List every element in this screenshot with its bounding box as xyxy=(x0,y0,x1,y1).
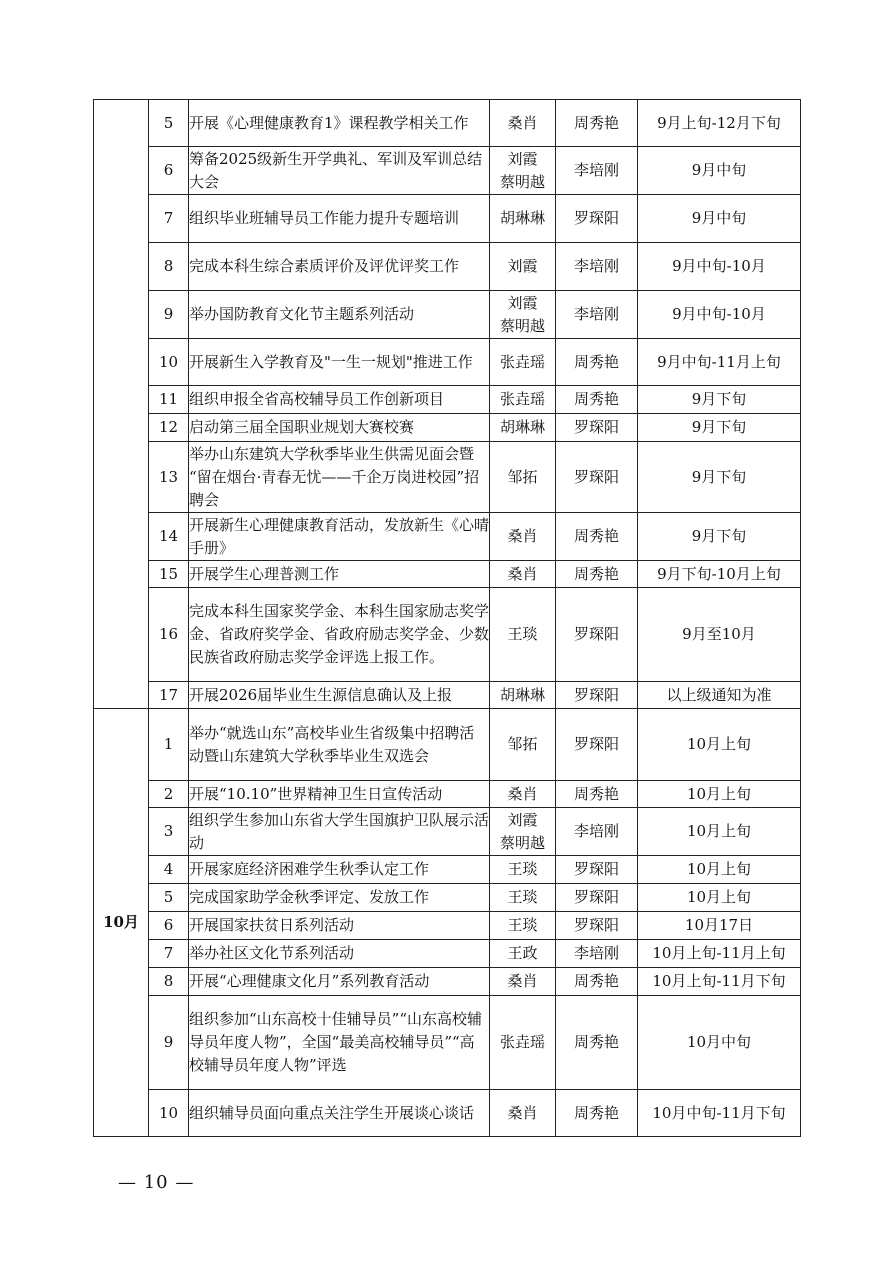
responsible-person-name: 邹拓 xyxy=(507,735,538,753)
leader: 罗琛阳 xyxy=(556,414,638,442)
item-number: 15 xyxy=(149,561,189,588)
table-row xyxy=(94,513,801,561)
schedule-time: 9月中旬-10月 xyxy=(638,291,801,339)
responsible-person xyxy=(490,561,556,588)
task-description: 组织申报全省高校辅导员工作创新项目 xyxy=(189,386,490,414)
task-description: 完成国家助学金秋季评定、发放工作 xyxy=(189,884,490,912)
responsible-person-name: 桑肖 xyxy=(507,564,538,583)
responsible-person-name: 王琰 xyxy=(507,888,538,906)
schedule-time: 10月上旬 xyxy=(638,781,801,808)
responsible-person xyxy=(490,856,556,884)
leader: 罗琛阳 xyxy=(556,709,638,781)
item-number: 13 xyxy=(149,442,189,513)
schedule-time: 以上级通知为准 xyxy=(638,682,801,709)
table-row xyxy=(94,912,801,940)
leader: 周秀艳 xyxy=(556,968,638,996)
schedule-time: 9月中旬 xyxy=(638,147,801,195)
table-row xyxy=(94,386,801,414)
responsible-person-name: 王琰 xyxy=(507,916,538,934)
leader: 周秀艳 xyxy=(556,1090,638,1137)
table-row xyxy=(94,147,801,195)
item-number: 3 xyxy=(149,808,189,856)
responsible-person-name: 胡琳琳 xyxy=(499,418,545,436)
task-description: 开展国家扶贫日系列活动 xyxy=(189,912,490,940)
leader: 罗琛阳 xyxy=(556,442,638,513)
task-description: 组织参加“山东高校十佳辅导员”“山东高校辅导员年度人物”，全国“最美高校辅导员”“高校辅导员年度人物”评选 xyxy=(189,996,490,1090)
responsible-person-name: 桑肖 xyxy=(507,972,538,990)
leader: 周秀艳 xyxy=(556,339,638,386)
table-row xyxy=(94,968,801,996)
table-row xyxy=(94,195,801,243)
responsible-person xyxy=(490,513,556,561)
responsible-person xyxy=(490,709,556,781)
leader: 罗琛阳 xyxy=(556,588,638,682)
schedule-time: 9月下旬 xyxy=(638,414,801,442)
table-row xyxy=(94,561,801,588)
responsible-person-name: 王琰 xyxy=(507,625,538,643)
schedule-time: 10月上旬 xyxy=(638,709,801,781)
item-number: 10 xyxy=(149,339,189,386)
task-description: 举办山东建筑大学秋季毕业生供需见面会暨 “留在烟台·青春无忧——千企万岗进校园”招聘会 xyxy=(189,442,490,513)
responsible-person xyxy=(490,147,556,195)
leader: 罗琛阳 xyxy=(556,856,638,884)
responsible-person xyxy=(490,1090,556,1137)
table-row xyxy=(94,856,801,884)
table-row xyxy=(94,588,801,682)
responsible-person-name: 刘霞 xyxy=(507,293,538,312)
responsible-person xyxy=(490,940,556,968)
responsible-person xyxy=(490,195,556,243)
item-number: 6 xyxy=(149,912,189,940)
responsible-person xyxy=(490,291,556,339)
task-description: 开展2026届毕业生生源信息确认及上报 xyxy=(189,682,490,709)
table-row xyxy=(94,1090,801,1137)
item-number: 11 xyxy=(149,386,189,414)
table-row xyxy=(94,682,801,709)
table-row xyxy=(94,884,801,912)
responsible-person xyxy=(490,100,556,147)
responsible-person-name: 刘霞 xyxy=(507,257,538,275)
item-number: 8 xyxy=(149,968,189,996)
table-row xyxy=(94,808,801,856)
responsible-person-name: 刘霞 xyxy=(507,810,538,829)
responsible-person-name: 张垚瑶 xyxy=(499,352,545,371)
leader: 罗琛阳 xyxy=(556,195,638,243)
responsible-person xyxy=(490,884,556,912)
task-description: 组织毕业班辅导员工作能力提升专题培训 xyxy=(189,195,490,243)
schedule-time: 10月上旬-11月下旬 xyxy=(638,968,801,996)
item-number: 9 xyxy=(149,291,189,339)
responsible-person xyxy=(490,996,556,1090)
table-row xyxy=(94,291,801,339)
leader: 李培刚 xyxy=(556,243,638,291)
responsible-person xyxy=(490,243,556,291)
item-number: 8 xyxy=(149,243,189,291)
responsible-person-name: 蔡明越 xyxy=(499,833,545,852)
responsible-person-name: 王琰 xyxy=(507,860,538,878)
table-body xyxy=(94,100,801,1137)
task-description: 举办社区文化节系列活动 xyxy=(189,940,490,968)
schedule-time: 10月上旬 xyxy=(638,856,801,884)
task-description: 开展“10.10”世界精神卫生日宣传活动 xyxy=(189,781,490,808)
item-number: 2 xyxy=(149,781,189,808)
leader: 周秀艳 xyxy=(556,561,638,588)
item-number: 7 xyxy=(149,195,189,243)
responsible-person-name: 桑肖 xyxy=(507,113,538,132)
item-number: 10 xyxy=(149,1090,189,1137)
schedule-time: 10月上旬 xyxy=(638,808,801,856)
schedule-time: 10月上旬 xyxy=(638,884,801,912)
task-description: 组织学生参加山东省大学生国旗护卫队展示活动 xyxy=(189,808,490,856)
item-number: 1 xyxy=(149,709,189,781)
schedule-time: 9月下旬 xyxy=(638,442,801,513)
leader: 周秀艳 xyxy=(556,781,638,808)
schedule-time: 10月中旬-11月下旬 xyxy=(638,1090,801,1137)
responsible-person-name: 胡琳琳 xyxy=(499,209,545,227)
schedule-time: 9月至10月 xyxy=(638,588,801,682)
responsible-person xyxy=(490,588,556,682)
task-description: 开展《心理健康教育1》课程教学相关工作 xyxy=(189,100,490,147)
item-number: 5 xyxy=(149,884,189,912)
schedule-time: 9月上旬-12月下旬 xyxy=(638,100,801,147)
responsible-person-name: 蔡明越 xyxy=(499,316,545,335)
responsible-person-name: 桑肖 xyxy=(507,527,538,545)
responsible-person xyxy=(490,339,556,386)
table-row xyxy=(94,442,801,513)
table-row xyxy=(94,996,801,1090)
task-description: 开展新生心理健康教育活动，发放新生《心晴手册》 xyxy=(189,513,490,561)
responsible-person-name: 胡琳琳 xyxy=(499,685,545,704)
task-description: 完成本科生综合素质评价及评优评奖工作 xyxy=(189,243,490,291)
task-description: 开展“心理健康文化月”系列教育活动 xyxy=(189,968,490,996)
item-number: 6 xyxy=(149,147,189,195)
responsible-person-name: 张垚瑶 xyxy=(499,1033,545,1051)
work-plan-table xyxy=(93,99,801,1137)
responsible-person xyxy=(490,386,556,414)
task-description: 举办“就选山东”高校毕业生省级集中招聘活动暨山东建筑大学秋季毕业生双选会 xyxy=(189,709,490,781)
schedule-time: 9月中旬-11月上旬 xyxy=(638,339,801,386)
task-description: 组织辅导员面向重点关注学生开展谈心谈话 xyxy=(189,1090,490,1137)
leader: 李培刚 xyxy=(556,147,638,195)
task-description: 开展新生入学教育及"一生一规划"推进工作 xyxy=(189,339,490,386)
table-row xyxy=(94,339,801,386)
month-cell xyxy=(94,100,149,709)
responsible-person xyxy=(490,968,556,996)
table-row xyxy=(94,414,801,442)
page-number: — 10 — xyxy=(118,1172,195,1193)
responsible-person-name: 邹拓 xyxy=(507,467,538,486)
responsible-person xyxy=(490,414,556,442)
leader: 李培刚 xyxy=(556,808,638,856)
task-description: 启动第三届全国职业规划大赛校赛 xyxy=(189,414,490,442)
task-description: 筹备2025级新生开学典礼、军训及军训总结大会 xyxy=(189,147,490,195)
item-number: 7 xyxy=(149,940,189,968)
leader: 周秀艳 xyxy=(556,100,638,147)
leader: 周秀艳 xyxy=(556,386,638,414)
month-cell: 10月 xyxy=(94,709,149,1137)
item-number: 5 xyxy=(149,100,189,147)
responsible-person-name: 桑肖 xyxy=(507,784,538,803)
responsible-person-name: 蔡明越 xyxy=(499,172,545,191)
table-row xyxy=(94,709,801,781)
leader: 李培刚 xyxy=(556,940,638,968)
task-description: 开展家庭经济困难学生秋季认定工作 xyxy=(189,856,490,884)
schedule-time: 9月下旬 xyxy=(638,386,801,414)
table-row xyxy=(94,781,801,808)
schedule-time: 9月中旬 xyxy=(638,195,801,243)
responsible-person-name: 刘霞 xyxy=(507,149,538,168)
schedule-time: 10月17日 xyxy=(638,912,801,940)
table-row xyxy=(94,940,801,968)
responsible-person xyxy=(490,682,556,709)
task-description: 完成本科生国家奖学金、本科生国家励志奖学金、省政府奖学金、省政府励志奖学金、少数民族省政府励志奖学金评选上报工作。 xyxy=(189,588,490,682)
responsible-person-name: 王政 xyxy=(507,944,538,962)
responsible-person xyxy=(490,912,556,940)
table-row xyxy=(94,243,801,291)
item-number: 9 xyxy=(149,996,189,1090)
task-description: 举办国防教育文化节主题系列活动 xyxy=(189,291,490,339)
responsible-person xyxy=(490,442,556,513)
leader: 周秀艳 xyxy=(556,996,638,1090)
schedule-time: 10月中旬 xyxy=(638,996,801,1090)
responsible-person xyxy=(490,808,556,856)
schedule-time: 9月下旬 xyxy=(638,513,801,561)
item-number: 14 xyxy=(149,513,189,561)
schedule-time: 9月中旬-10月 xyxy=(638,243,801,291)
responsible-person xyxy=(490,781,556,808)
responsible-person-name: 张垚瑶 xyxy=(499,390,545,408)
item-number: 12 xyxy=(149,414,189,442)
table-row xyxy=(94,100,801,147)
schedule-time: 9月下旬-10月上旬 xyxy=(638,561,801,588)
leader: 罗琛阳 xyxy=(556,912,638,940)
item-number: 17 xyxy=(149,682,189,709)
responsible-person-name: 桑肖 xyxy=(507,1103,538,1122)
task-description: 开展学生心理普测工作 xyxy=(189,561,490,588)
leader: 罗琛阳 xyxy=(556,884,638,912)
leader: 罗琛阳 xyxy=(556,682,638,709)
item-number: 16 xyxy=(149,588,189,682)
leader: 周秀艳 xyxy=(556,513,638,561)
leader: 李培刚 xyxy=(556,291,638,339)
item-number: 4 xyxy=(149,856,189,884)
schedule-time: 10月上旬-11月上旬 xyxy=(638,940,801,968)
